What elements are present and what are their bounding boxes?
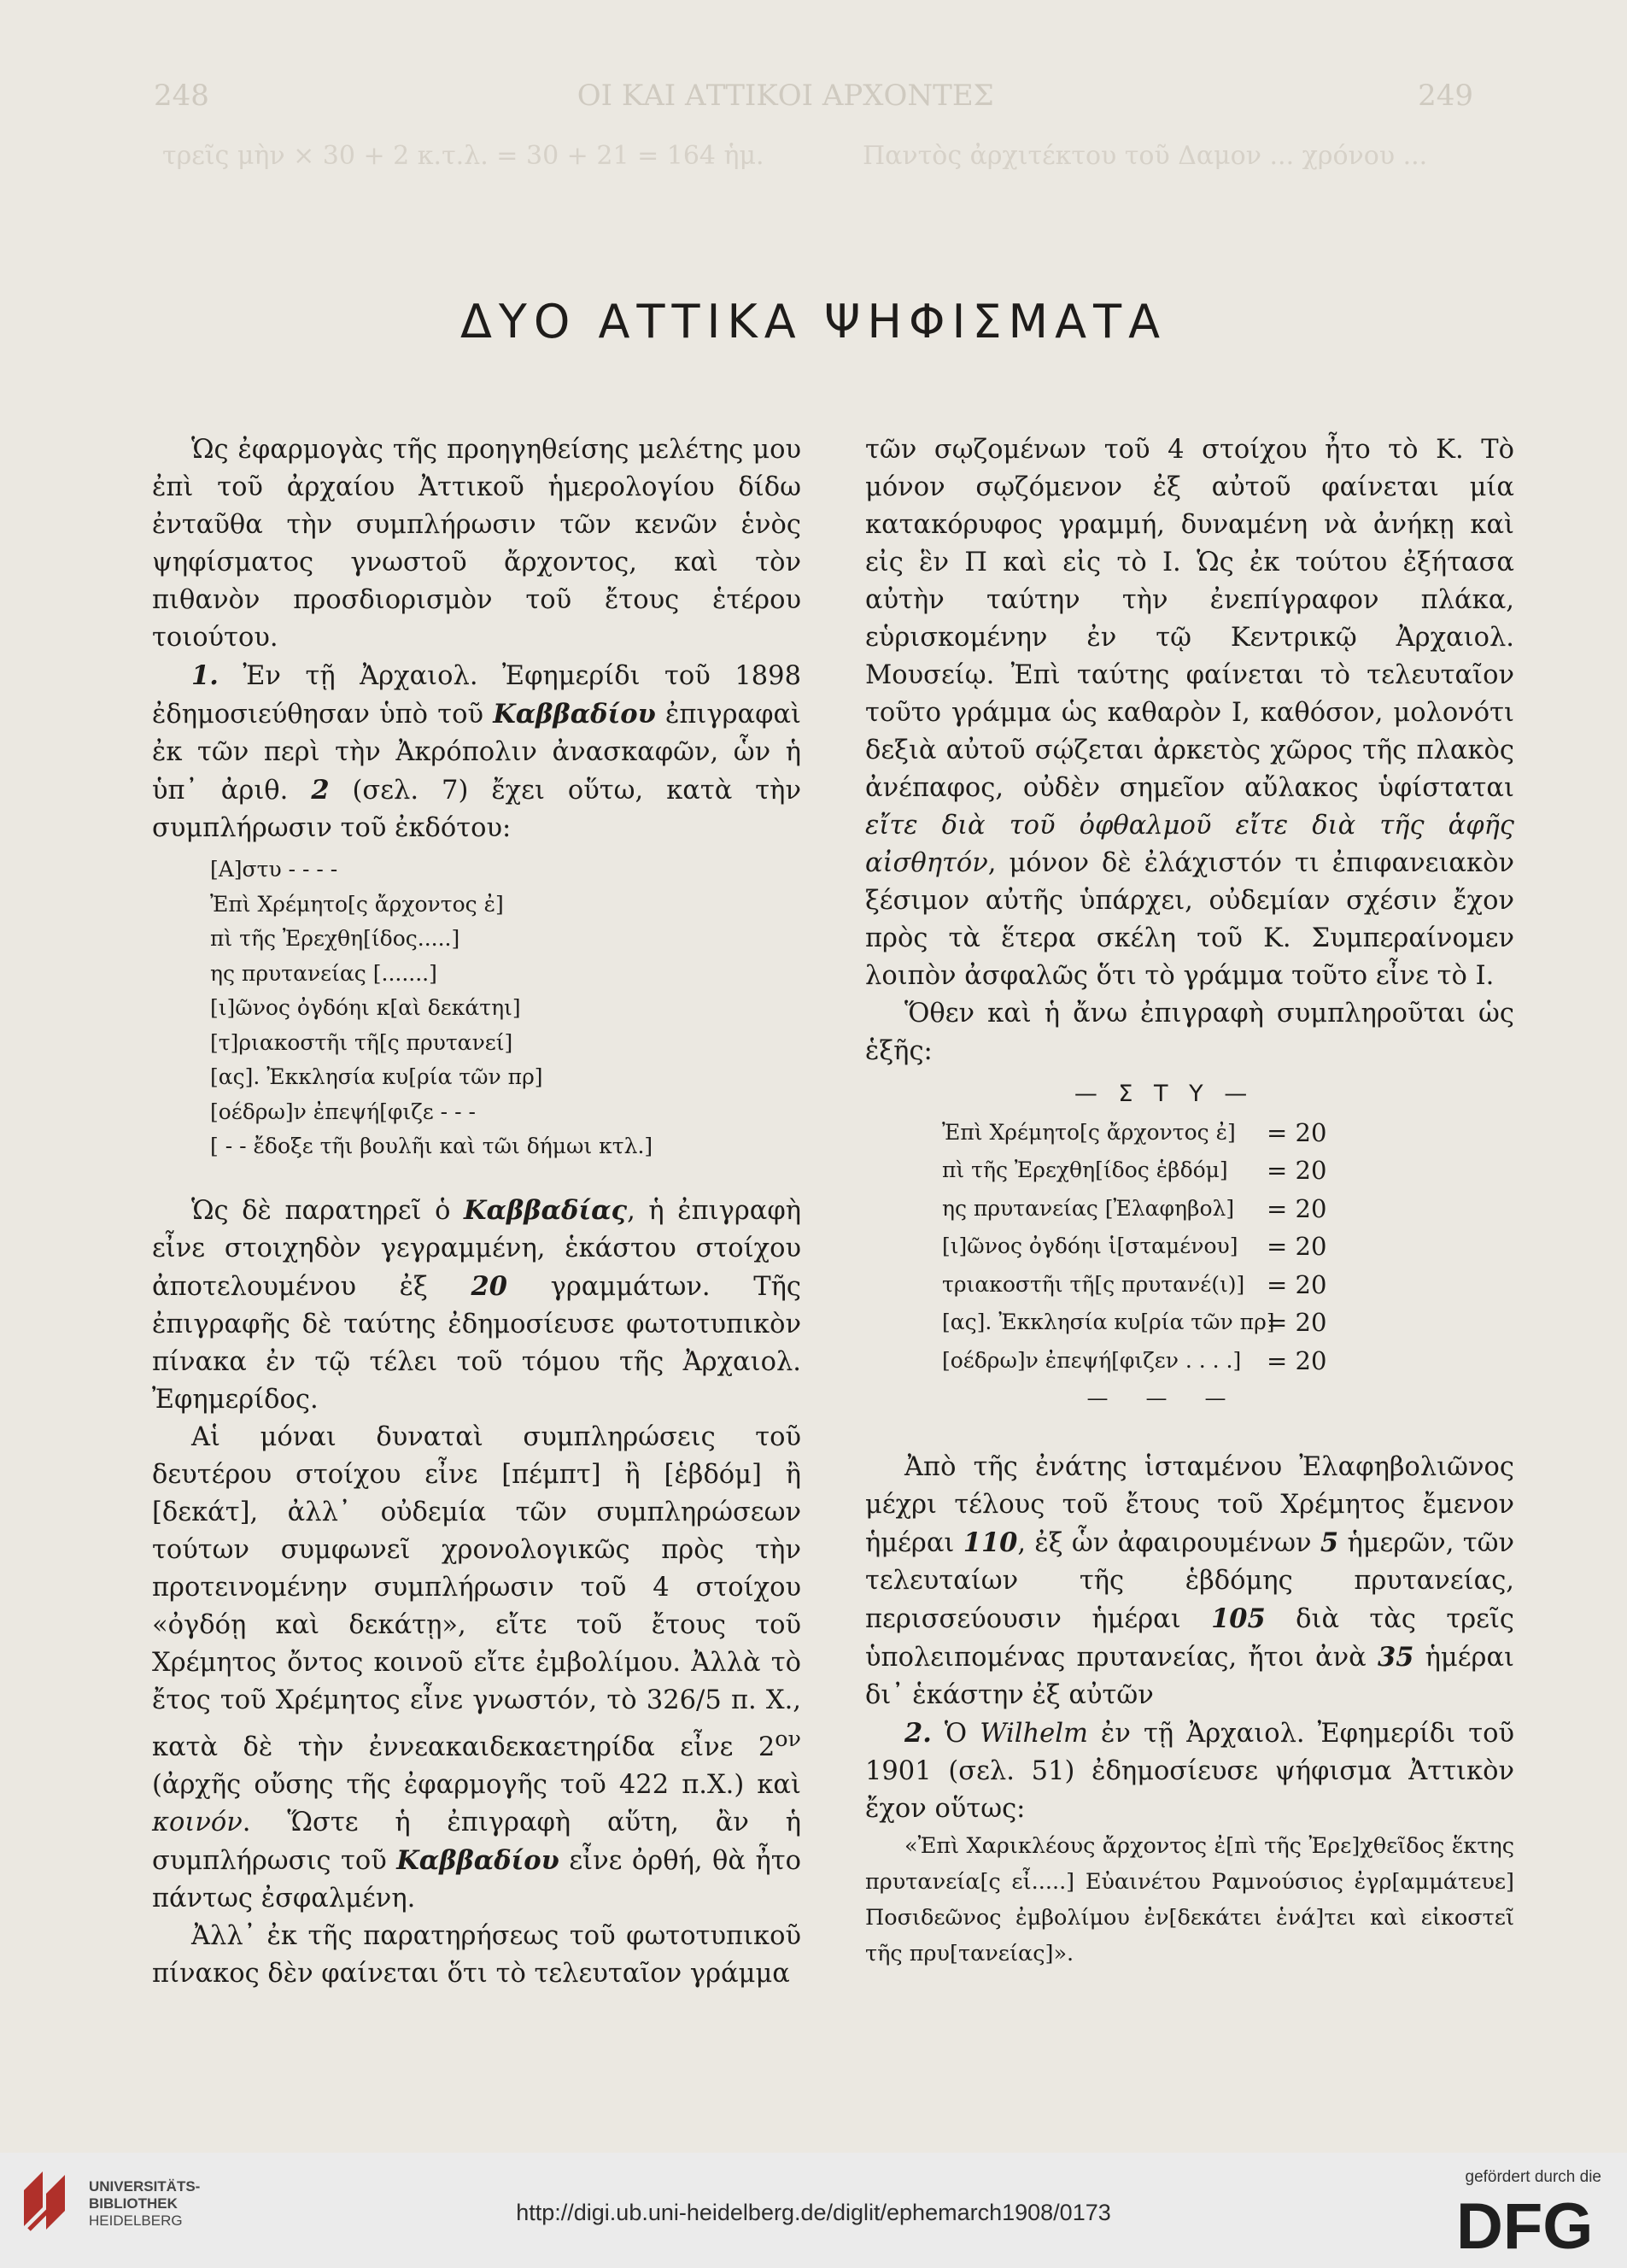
right-column	[865, 431, 1514, 1972]
table-row	[865, 1304, 1514, 1342]
text-span: (σελ. 7) ἔχει οὕτω, κατὰ τὴν συμπλήρωσιν τοῦ ἐκδότου:	[152, 776, 801, 843]
text-span: (ἀρχῆς οὔσης τῆς ἐφαρμογῆς τοῦ 422 π.Χ.) καὶ	[152, 1769, 801, 1800]
number-emphasis: 20	[471, 1270, 507, 1302]
row-count: = 20	[1267, 1156, 1327, 1185]
inscription-number: 2	[311, 775, 330, 806]
section-number: 2.	[904, 1717, 932, 1749]
bleed-line-a: τρεῖς μὴν × 30 + 2 κ.τ.λ. = 30 + 21 = 164 ἡμ.	[162, 141, 764, 171]
text-span: , ἡ ἐπιγραφὴ εἶνε στοιχηδὸν γεγραμμένη, ἑκάστου στοίχου ἀποτελουμένου ἐξ	[152, 1195, 801, 1302]
text-span: ἐν τῇ Ἀρχαιολ. Ἐφημερίδι τοῦ 1901 (σελ. 51) ἐδημοσίευσε ψήφισμα Ἀττικὸν ἔχον οὕτως:	[865, 1718, 1514, 1824]
row-count: = 20	[1267, 1117, 1327, 1147]
bleed-through-header	[154, 79, 1473, 113]
number-emphasis: 5	[1320, 1527, 1339, 1558]
page-title: ΔΥΟ ΑΤΤΙΚΑ ΨΗΦΙΣΜΑΤΑ	[459, 295, 1168, 349]
text-span: Ἀπὸ τῆς ἐνάτης ἱσταμένου Ἐλαφηβολιῶνος μέχρι τέλους τοῦ ἔτους τοῦ Χρέμητος ἔμενον ἡμέραι	[865, 1451, 1514, 1558]
author-name: Καββαδίας	[464, 1194, 628, 1226]
dfg-logo-text: DFG	[1456, 2192, 1594, 2256]
table-footer: — — —	[1086, 1386, 1242, 1410]
table-row	[865, 1190, 1514, 1228]
bleed-page-right: 249	[1418, 79, 1473, 113]
left-column	[152, 431, 801, 1993]
text-span: Ὡς δὲ παρατηρεῖ ὁ	[191, 1195, 465, 1226]
library-line: HEIDELBERG	[89, 2212, 183, 2229]
paragraph	[865, 1449, 1514, 1714]
text-span: ἡμέραι δι᾿ ἑκάστην ἐξ αὐτῶν	[865, 1642, 1515, 1710]
text-span: . Ὥστε ἡ ἐπιγραφὴ αὕτη, ἂν ἡ συμπλήρωσις τοῦ	[152, 1807, 801, 1876]
table-row	[865, 1342, 1514, 1380]
paragraph	[865, 431, 1514, 995]
paragraph	[152, 1419, 801, 1918]
section-number: 1.	[191, 660, 219, 691]
spacer	[152, 1169, 801, 1192]
library-line: BIBLIOTHEK	[89, 2195, 178, 2212]
text-span: , μόνον δὲ ἐλάχιστόν τι ἐπιφανειακὸν ξέσιμον αὐτῆς ὑπάρχει, οὐδεμίαν σχέσιν ἔχον πρὸς τὰ ἕτερα σκέλη τοῦ Κ. Συμπεραίνομεν λοιπὸν ἀσφαλῶς ὅτι τὸ γράμμα τοῦτο εἶνε τὸ Ι.	[865, 848, 1514, 991]
inscription-line: ης πρυτανείας [.......]	[210, 960, 437, 986]
inscription-line: [ - - ἔδοξε τῆι βουλῆι καὶ τῶι δήμωι κτλ.]	[210, 1134, 653, 1158]
bleed-page-left: 248	[154, 79, 209, 113]
bleed-line-b: Παντὸς ἀρχιτέκτου τοῦ Δαμον ... χρόνου ...	[863, 141, 1428, 171]
author-name: Καββαδίου	[396, 1844, 559, 1876]
italic-phrase: εἴτε διὰ τοῦ ὀφθαλμοῦ εἴτε διὰ τῆς ἁφῆς αἰσθητόν	[865, 811, 1514, 878]
inscription-line: [ας]. Ἐκκλησία κυ[ρία τῶν πρ]	[210, 1064, 543, 1089]
text-span: Ἐν τῇ Ἀρχαιολ. Ἐφημερίδι τοῦ 1898 ἐδημοσιεύθησαν ὑπὸ τοῦ	[152, 661, 801, 730]
quoted-inscription: «Ἐπὶ Χαρικλέους ἄρχοντος ἐ[πὶ τῆς Ἐρε]χθεῖδος ἕκτης πρυτανεία[ς εἶ.....] Εὐαινέτου Ραμνούσιος ἐγρ[αμμάτευε] Ποσιδεῶνος ἐμβολίμου ἐν[δεκάτει ἑνά]τει καὶ εἰκοστεῖ τῆς πρυ[τανείας]».	[865, 1832, 1514, 1966]
table-row	[865, 1228, 1514, 1266]
spacer	[865, 1418, 1514, 1449]
section-2-paragraph	[865, 1714, 1514, 1828]
row-count: = 20	[1267, 1269, 1327, 1299]
inscription-line: [οέδρω]ν ἐπεψή[φιζε - - -	[210, 1099, 476, 1124]
intro-paragraph: Ὡς ἐφαρμογὰς τῆς προηγηθείσης μελέτης μου ἐπὶ τοῦ ἀρχαίου Ἀττικοῦ ἡμερολογίου δίδω ἐνταῦθα τὴν συμπλήρωσιν τῶν κενῶν ἑνὸς ψηφίσματος γνωστοῦ ἄρχοντος, καὶ τὸν πιθανὸν προσδιορισμὸν τοῦ ἔτους ἑτέρου τοιούτου.	[152, 435, 801, 653]
text-span: τῶν σῳζομένων τοῦ 4 στοίχου ἦτο τὸ Κ. Τὸ μόνον σῳζόμενον ἐξ αὐτοῦ φαίνεται μία κατακόρυφος γραμμή, δυναμένη νὰ ἀνήκῃ καὶ εἰς ἓν Π καὶ εἰς τὸ Ι. Ὡς ἐκ τούτου ἐξήτασα αὐτὴν ταύτην τὴν ἐνεπίγραφον πλάκα, εὑρισκομένην ἐν τῷ Κεντρικῷ Ἀρχαιολ. Μουσείῳ. Ἐπὶ ταύτης φαίνεται τὸ τελευταῖον τοῦτο γράμμα ὡς καθαρὸν Ι, καθόσον, μολονότι δεξιὰ αὐτοῦ σῴζεται ἀρκετὸς χῶρος τῆς πλακὸς ἀνέπαφος, οὐδὲν σημεῖον αὔλακος ὑφίσταται	[865, 435, 1514, 803]
table-header: — Σ Τ Υ —	[1074, 1081, 1255, 1107]
table-row	[865, 1152, 1514, 1190]
section-1-paragraph	[152, 657, 801, 847]
text-span: γραμμάτων. Τῆς ἐπιγραφῆς δὲ ταύτης ἐδημοσίευσε φωτοτυπικὸν πίνακα ἐν τῷ τέλει τοῦ τόμου τῆς Ἀρχαιολ. Ἐφημερίδος.	[152, 1271, 801, 1415]
italic-term: κοινόν	[152, 1807, 243, 1837]
text-span: ἐπιγραφαὶ ἐκ τῶν περὶ τὴν Ἀκρόπολιν ἀνασκαφῶν, ὧν ἡ ὑπ᾿ ἀριθ.	[152, 700, 802, 806]
row-text: πὶ τῆς Ἐρεχθη[ίδος ἑβδόμ]	[942, 1157, 1228, 1182]
text-span: , ἐξ ὧν ἀφαιρουμένων	[1017, 1527, 1320, 1558]
table-row	[865, 1266, 1514, 1304]
number-emphasis: 105	[1211, 1603, 1266, 1634]
inscription-line: [τ]ριακοστῆι τῆ[ς πρυτανεί]	[210, 1029, 513, 1055]
row-count: = 20	[1267, 1308, 1327, 1337]
text-span: ἡμερῶν, τῶν τελευταίων τῆς ἑβδόμης πρυτανείας, περισσεύουσιν ἡμέραι	[865, 1527, 1514, 1634]
inscription-line: [ι]ῶνος ὀγδόηι κ[αὶ δεκάτηι]	[210, 995, 521, 1020]
row-text: [ας]. Ἐκκλησία κυ[ρία τῶν πρ]	[942, 1310, 1275, 1334]
inscription-line: Ἐπὶ Χρέμητο[ς ἄρχοντος ἐ]	[210, 891, 504, 917]
funding-note: gefördert durch die	[1465, 2168, 1601, 2186]
library-line: UNIVERSITÄTS-	[89, 2178, 201, 2195]
author-name: Καββαδίου	[493, 699, 656, 730]
number-emphasis: 35	[1377, 1641, 1414, 1673]
inscription-line: πὶ τῆς Ἐρεχθη[ίδος.....]	[210, 926, 460, 951]
paragraph	[152, 1192, 801, 1419]
row-count: = 20	[1267, 1345, 1327, 1375]
paragraph: Ὅθεν καὶ ἡ ἄνω ἐπιγραφὴ συμπληροῦται ὡς ἑξῆς:	[865, 999, 1514, 1066]
inscription-block	[210, 853, 801, 1164]
permalink-url[interactable]: http://digi.ub.uni-heidelberg.de/diglit/ephemarch1908/0173	[516, 2200, 1111, 2225]
row-text: [οέδρω]ν ἐπεψή[φιζεν . . . .]	[942, 1347, 1242, 1373]
paragraph: Ἀλλ᾿ ἐκ τῆς παρατηρήσεως τοῦ φωτοτυπικοῦ πίνακος δὲν φαίνεται ὅτι τὸ τελευταῖον γράμμα	[152, 1920, 801, 1989]
row-text: [ι]ῶνος ὀγδόηι ἱ[σταμένου]	[942, 1234, 1238, 1258]
table-row	[865, 1114, 1514, 1152]
restored-inscription-table	[865, 1075, 1514, 1418]
viewer-footer	[0, 2153, 1627, 2268]
superscript: ον	[775, 1725, 801, 1751]
row-text: Ἐπὶ Χρέμητο[ς ἄρχοντος ἐ]	[942, 1119, 1236, 1145]
text-span: εἶνε ὀρθή, θὰ ἦτο πάντως ἐσφαλμένη.	[152, 1845, 801, 1913]
number-emphasis: 110	[963, 1527, 1018, 1558]
text-span: Αἱ μόναι δυναταὶ συμπληρώσεις τοῦ δευτέρου στοίχου εἶνε [πέμπτ] ἢ [ἑβδόμ] ἢ [δεκάτ], ἀλλ᾿ οὐδεμία τῶν συμπληρώσεων τούτων συμφωνεῖ χρονολογικῶς πρὸς τὴν προτεινομένην συμπλήρωσιν τοῦ 4 στοίχου «ὀγδόῃ καὶ δεκάτῃ», εἴτε τοῦ ἔτους τοῦ Χρέμητος ὄντος κοινοῦ εἴτε ἐμβολίμου. Ἀλλὰ τὸ ἔτος τοῦ Χρέμητος εἶνε γνωστόν, τὸ 326/5 π. Χ., κατὰ δὲ τὴν ἐννεακαιδεκαετηρίδα εἶνε 2	[152, 1421, 801, 1762]
text-span: διὰ τὰς τρεῖς ὑπολειπομένας πρυτανείας, ἤτοι ἀνὰ	[865, 1603, 1514, 1673]
inscription-line: [Α]στυ - - - -	[210, 857, 338, 882]
row-text: ης πρυτανείας [Ἐλαφηβολ]	[942, 1195, 1235, 1221]
author-name: Wilhelm	[980, 1718, 1088, 1749]
text-span: Ὁ	[944, 1718, 980, 1749]
row-count: = 20	[1267, 1232, 1327, 1261]
dfg-logo-icon	[1456, 2192, 1601, 2256]
bleed-header-text: ΟΙ ΚΑΙ ΑΤΤΙΚΟΙ ΑΡΧΟΝΤΕΣ	[576, 79, 994, 113]
row-text: τριακοστῆι τῆ[ς πρυτανέ(ι)]	[942, 1271, 1245, 1297]
row-count: = 20	[1267, 1193, 1327, 1223]
